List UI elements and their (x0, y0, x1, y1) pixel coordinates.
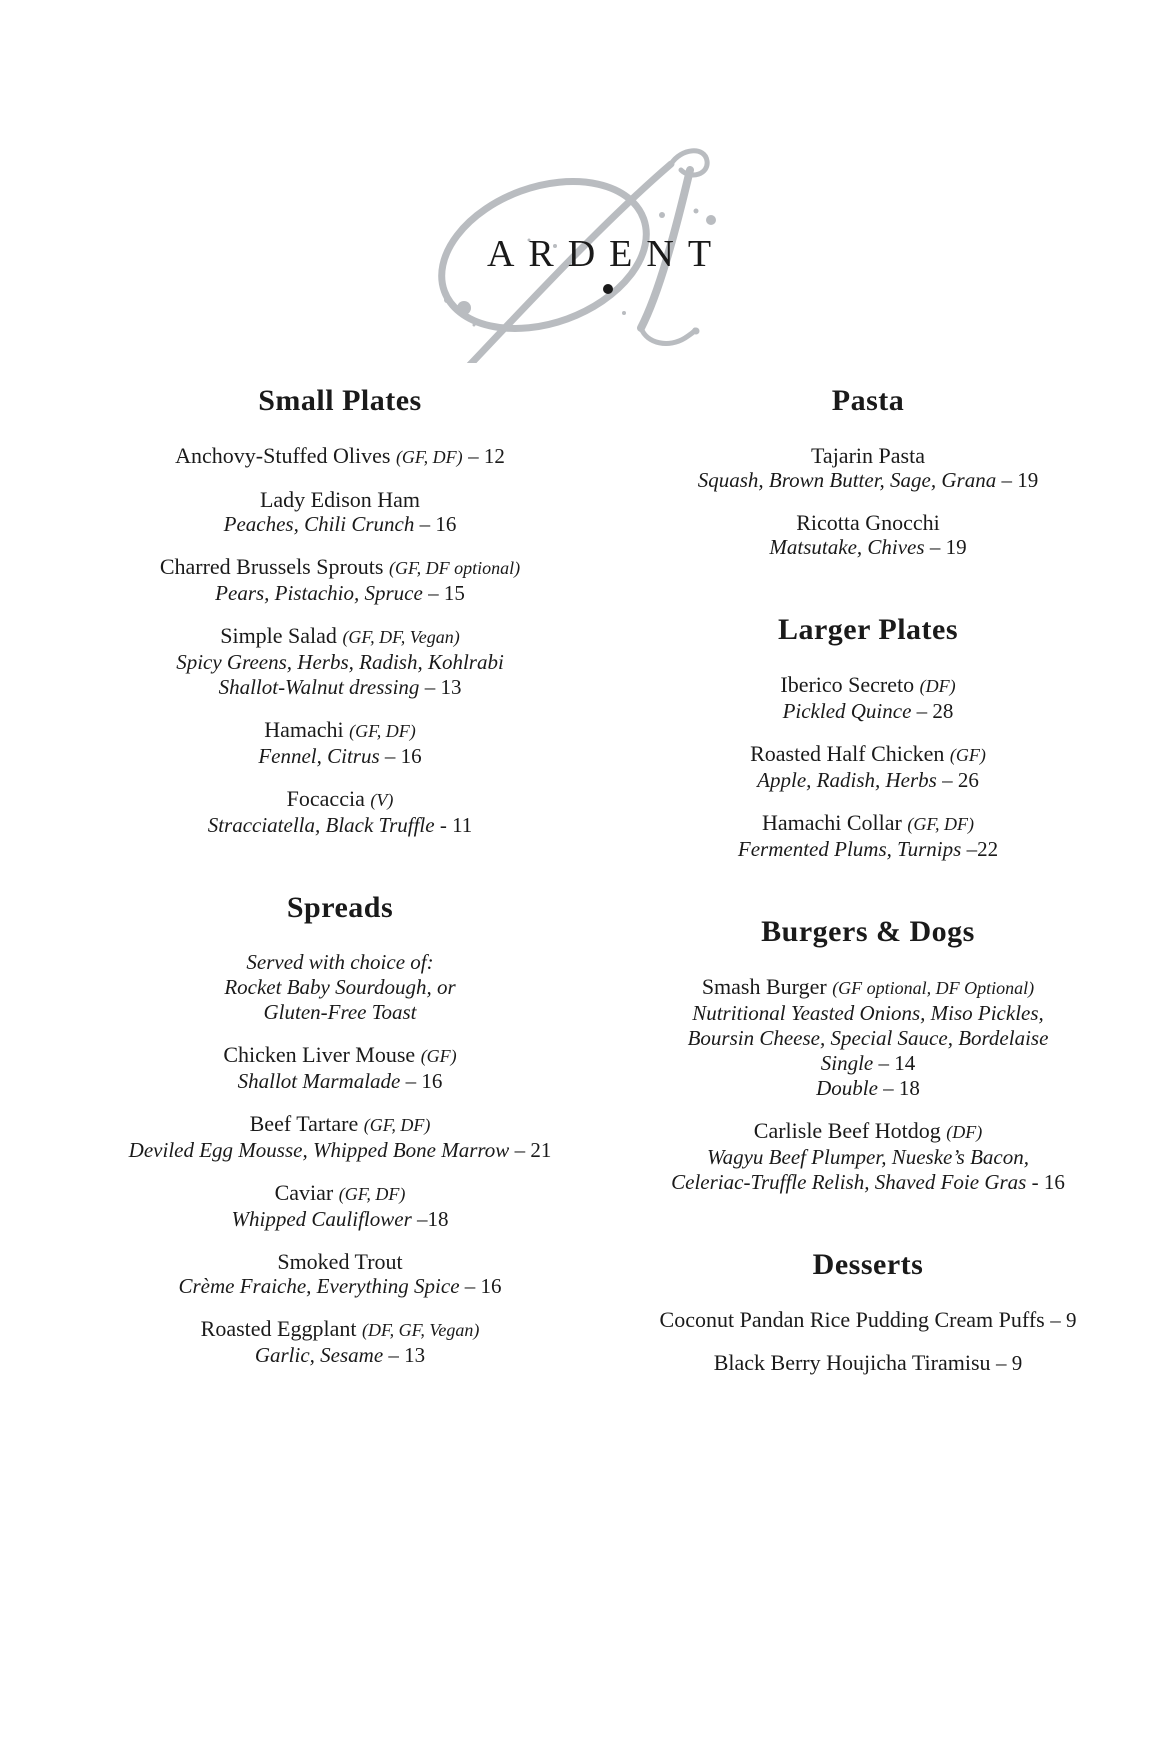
menu-item (78, 1042, 602, 1094)
item-desc-text: Pears, Pistachio, Spruce (215, 581, 423, 605)
item-desc-text: Pickled Quince (782, 699, 912, 723)
menu-item (78, 1111, 602, 1163)
item-price: - 11 (439, 813, 473, 837)
item-desc-text: Garlic, Sesame (254, 1343, 384, 1367)
item-price: - 16 (1031, 1170, 1065, 1194)
item-name-line (606, 672, 1130, 699)
menu-section (606, 914, 1130, 1195)
item-desc-text: Crème Fraiche, Everything Spice (178, 1274, 460, 1298)
section-heading: Burgers & Dogs (761, 915, 975, 948)
item-price: – 19 (929, 535, 967, 559)
item-price: – 26 (942, 768, 979, 792)
item-desc-line (78, 512, 602, 537)
menu-section (78, 383, 602, 838)
menu-item (78, 623, 602, 700)
menu-item (78, 487, 602, 537)
item-name: Black Berry Houjicha Tiramisu (713, 1350, 991, 1375)
item-desc-text: Shallot Marmalade (237, 1069, 401, 1093)
section-note-line: Rocket Baby Sourdough, or (224, 975, 456, 999)
item-name: Smoked Trout (277, 1249, 403, 1274)
item-price: – 16 (405, 1069, 443, 1093)
item-name: Hamachi (264, 717, 344, 742)
item-desc-text: Fennel, Citrus (258, 744, 380, 768)
item-desc-line (606, 837, 1130, 862)
menu-item (606, 443, 1130, 493)
item-desc-line (78, 675, 602, 700)
item-desc-text: Matsutake, Chives (769, 535, 925, 559)
section-note-line: Gluten-Free Toast (263, 1000, 417, 1024)
item-price: –22 (966, 837, 999, 861)
item-diet-tags: (GF, DF optional) (388, 558, 521, 578)
item-name-line (78, 1111, 602, 1138)
item-desc-text: Whipped Cauliflower (231, 1207, 412, 1231)
item-desc-line (78, 1069, 602, 1094)
item-name-line (78, 1180, 602, 1207)
item-price: – 13 (424, 675, 462, 699)
item-name-line (606, 443, 1130, 468)
menu-item (78, 1180, 602, 1232)
item-name-line (78, 1249, 602, 1274)
item-name-line (78, 1042, 602, 1069)
item-price: – 16 (384, 744, 422, 768)
item-desc-text: Apple, Radish, Herbs (757, 768, 937, 792)
item-diet-tags: (GF, DF) (338, 1184, 406, 1204)
section-note-block (78, 950, 602, 1025)
item-name: Roasted Half Chicken (750, 741, 945, 766)
item-price: – 13 (388, 1343, 426, 1367)
menu-item (606, 974, 1130, 1101)
section-heading: Desserts (812, 1248, 924, 1281)
menu-columns (0, 363, 1170, 1393)
item-name-line (78, 554, 602, 581)
item-desc-text: Wagyu Beef Plumper, Nueske’s Bacon, (707, 1145, 1029, 1169)
item-desc-line (606, 1001, 1130, 1026)
menu-item (78, 1249, 602, 1299)
item-desc-line (606, 1026, 1130, 1051)
item-name: Coconut Pandan Rice Pudding Cream Puffs (659, 1307, 1045, 1332)
item-name-line (606, 510, 1130, 535)
item-name: Chicken Liver Mouse (223, 1042, 416, 1067)
item-name: Roasted Eggplant (200, 1316, 357, 1341)
item-price: – 12 (468, 444, 505, 468)
brand-title: ARDENT (486, 233, 726, 275)
item-diet-tags: (GF optional, DF Optional) (832, 978, 1035, 998)
item-desc-line (606, 1170, 1130, 1195)
item-price: – 21 (514, 1138, 552, 1162)
item-desc-line (78, 1207, 602, 1232)
menu-item (78, 1316, 602, 1368)
item-name: Ricotta Gnocchi (796, 510, 940, 535)
menu-item (606, 1118, 1130, 1195)
item-price: – 9 (996, 1351, 1023, 1375)
item-desc-line (606, 699, 1130, 724)
section-heading: Small Plates (258, 384, 422, 417)
item-diet-tags: (DF, GF, Vegan) (361, 1320, 480, 1340)
section-heading: Spreads (286, 891, 394, 924)
item-name: Carlisle Beef Hotdog (753, 1118, 941, 1143)
item-desc-line (606, 468, 1130, 493)
item-desc-line (606, 1051, 1130, 1076)
item-desc-text: Celeriac-Truffle Relish, Shaved Foie Gras (671, 1170, 1027, 1194)
item-name: Smash Burger (701, 974, 827, 999)
item-diet-tags: (GF, DF) (349, 721, 416, 741)
item-desc-line (78, 1138, 602, 1163)
section-heading: Pasta (831, 384, 905, 417)
item-price: – 16 (464, 1274, 502, 1298)
item-price: – 16 (419, 512, 457, 536)
item-price: – 19 (1001, 468, 1039, 492)
item-name-line (606, 810, 1130, 837)
item-desc-line (78, 744, 602, 769)
item-name-line (606, 1118, 1130, 1145)
item-price: – 9 (1050, 1308, 1077, 1332)
menu-section (606, 383, 1130, 560)
menu-section (606, 1247, 1130, 1376)
item-diet-tags: (GF, DF) (395, 447, 463, 467)
menu-section (78, 890, 602, 1368)
item-desc-line (78, 1343, 602, 1368)
section-note-line: Served with choice of: (246, 950, 434, 974)
item-diet-tags: (V) (370, 790, 394, 810)
item-desc-text: Deviled Egg Mousse, Whipped Bone Marrow (128, 1138, 510, 1162)
menu-column-right (606, 383, 1130, 1393)
item-diet-tags: (DF) (946, 1122, 983, 1142)
item-diet-tags: (GF, DF) (363, 1115, 431, 1135)
item-name-line (78, 487, 602, 512)
item-desc-text: Nutritional Yeasted Onions, Miso Pickles, (692, 1001, 1044, 1025)
item-desc-line (78, 1274, 602, 1299)
item-desc-text: Squash, Brown Butter, Sage, Grana (697, 468, 997, 492)
item-name-line (606, 741, 1130, 768)
item-name: Anchovy-Stuffed Olives (175, 443, 391, 468)
item-desc-line (78, 650, 602, 675)
item-desc-text: Stracciatella, Black Truffle (207, 813, 435, 837)
item-price: – 28 (916, 699, 954, 723)
item-name: Focaccia (286, 786, 365, 811)
item-price: –18 (417, 1207, 449, 1231)
item-name-line (606, 1350, 1130, 1376)
menu-item (78, 786, 602, 838)
item-desc-line (78, 813, 602, 838)
item-price: – 15 (428, 581, 465, 605)
item-name: Simple Salad (220, 623, 337, 648)
item-desc-text: Boursin Cheese, Special Sauce, Bordelaise (687, 1026, 1049, 1050)
menu-item (606, 741, 1130, 793)
item-name-line (606, 1307, 1130, 1333)
item-desc-text: Double (816, 1076, 878, 1100)
menu-item (78, 443, 602, 470)
menu-item (606, 1350, 1130, 1376)
item-diet-tags: (GF, DF) (907, 814, 975, 834)
item-name-line (606, 974, 1130, 1001)
item-price: – 14 (878, 1051, 916, 1075)
item-price: – 18 (883, 1076, 920, 1100)
item-desc-line (606, 1076, 1130, 1101)
item-diet-tags: (GF) (420, 1046, 457, 1066)
item-desc-text: Spicy Greens, Herbs, Radish, Kohlrabi (176, 650, 504, 674)
item-desc-line (606, 768, 1130, 793)
menu-item (606, 510, 1130, 560)
item-name-line (78, 717, 602, 744)
restaurant-logo (409, 148, 789, 363)
item-name: Iberico Secreto (780, 672, 915, 697)
menu-item (78, 717, 602, 769)
item-name: Lady Edison Ham (259, 487, 421, 512)
item-name-line (78, 623, 602, 650)
menu-section (606, 612, 1130, 862)
item-name-line (78, 443, 602, 470)
item-desc-line (606, 1145, 1130, 1170)
section-heading: Larger Plates (777, 613, 959, 646)
item-diet-tags: (GF) (949, 745, 986, 765)
item-desc-text: Shallot-Walnut dressing (218, 675, 420, 699)
item-name-line (78, 1316, 602, 1343)
item-desc-line (78, 581, 602, 606)
menu-item (606, 810, 1130, 862)
item-name-line (78, 786, 602, 813)
item-desc-text: Fermented Plums, Turnips (737, 837, 962, 861)
item-name: Tajarin Pasta (811, 443, 925, 468)
item-name: Charred Brussels Sprouts (159, 554, 384, 579)
item-desc-text: Single (820, 1051, 874, 1075)
menu-column-left (78, 383, 602, 1385)
item-desc-text: Peaches, Chili Crunch (223, 512, 415, 536)
item-name: Beef Tartare (249, 1111, 359, 1136)
menu-item (78, 554, 602, 606)
item-diet-tags: (GF, DF, Vegan) (342, 627, 460, 647)
item-diet-tags: (DF) (919, 676, 956, 696)
menu-item (606, 1307, 1130, 1333)
item-name: Caviar (274, 1180, 334, 1205)
item-name: Hamachi Collar (761, 810, 902, 835)
item-desc-line (606, 535, 1130, 560)
menu-item (606, 672, 1130, 724)
